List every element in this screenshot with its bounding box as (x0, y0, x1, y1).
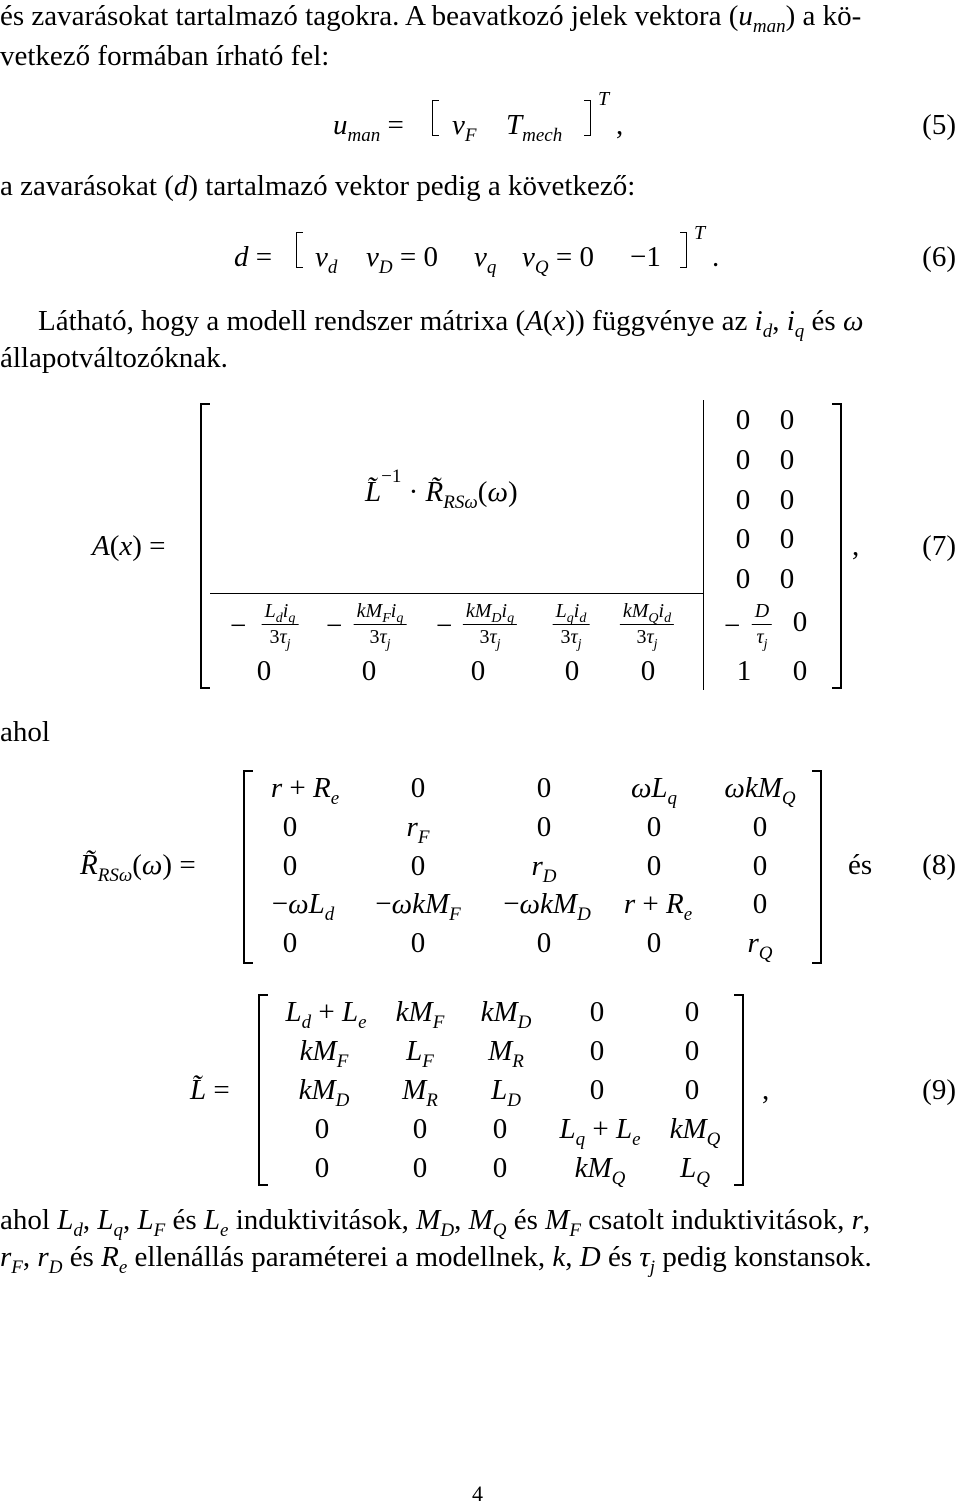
equation-number-7: (7) (922, 530, 956, 562)
page-number: 4 (472, 1481, 483, 1506)
ahol-label: ahol (0, 716, 50, 748)
equation-number-5: (5) (922, 109, 956, 141)
equation-number-8: (8) (922, 849, 956, 881)
paragraph-line-5: állapotváltozóknak. (0, 342, 228, 374)
equation-number-6: (6) (922, 241, 956, 273)
paragraph-line-4: Látható, hogy a modell rendszer mátrixa (A(x)) függvénye az $i_d$, $i_q$ és ω (38, 305, 864, 342)
equation-number-9: (9) (922, 1074, 956, 1106)
intro-line-3: a zavarásokat (d) tartalmazó vektor pedig a következő: (0, 170, 636, 202)
intro-line-2: vetkező formában írható fel: (0, 40, 330, 72)
final-line-1: ahol $L_d$, $L_q$, $L_F$ és $L_e$ induktivitások, $M_D$, $M_Q$ és $M_F$ csatolt induktivitások, r, (0, 1204, 871, 1241)
intro-line-1: és zavarásokat tartalmazó tagokra. A beavatkozó jelek vektora $(u_{man})$ a kö- (0, 0, 862, 37)
es-conjunction: és (848, 849, 873, 881)
final-line-2: $r_F$, $r_D$ és $R_e$ ellenállás paraméterei a modellnek, k, D és $\tau_j$ pedig konstansok. (0, 1241, 872, 1278)
